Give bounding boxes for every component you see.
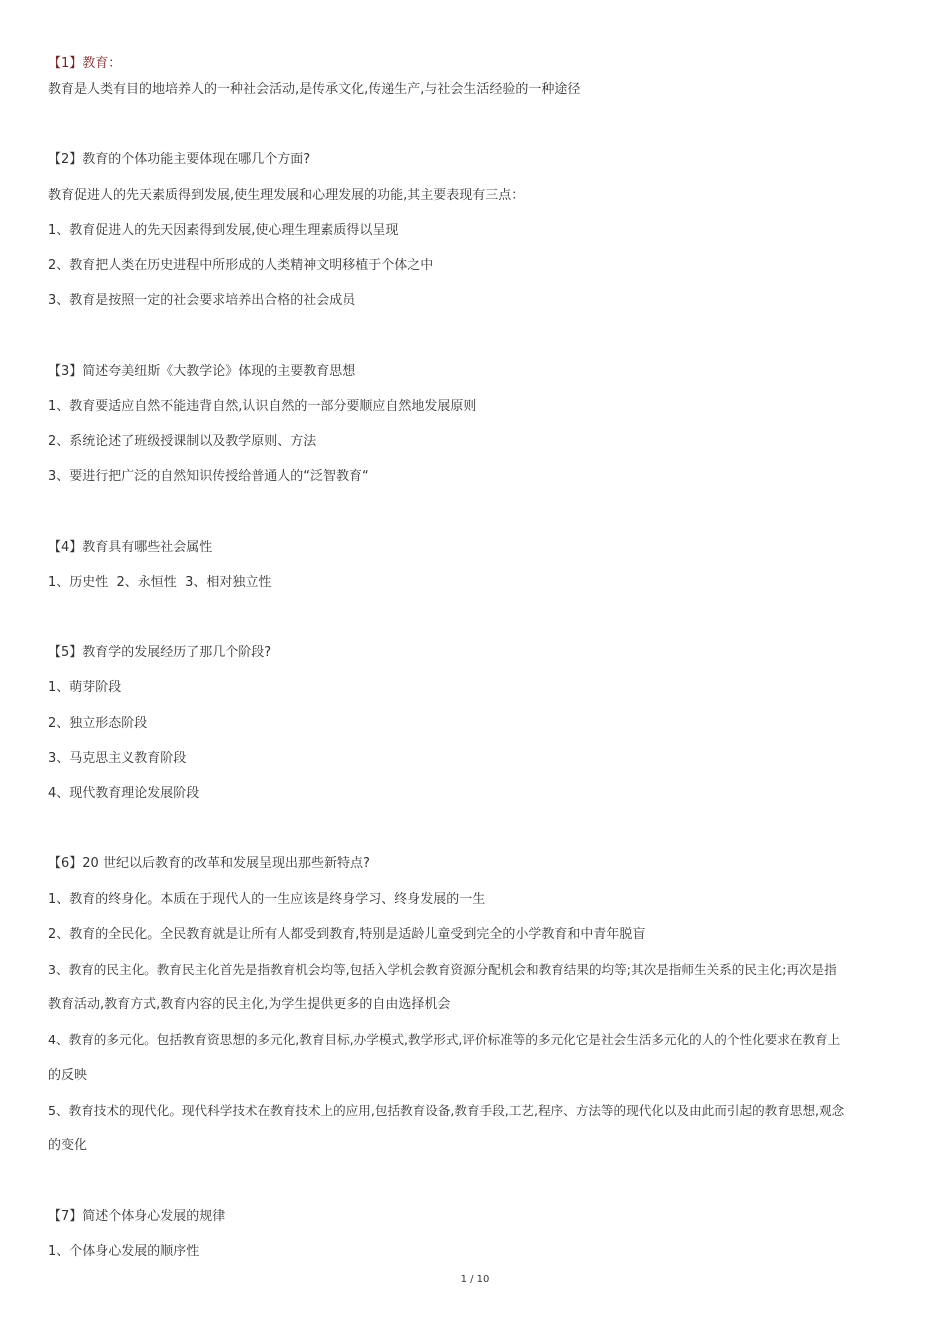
list-item: 2、教育的全民化。全民教育就是让所有人都受到教育,特别是适龄儿童受到完全的小学教育和中青年脱盲 [48,927,646,942]
list-item: 5、教育技术的现代化。现代科学技术在教育技术上的应用,包括教育设备,教育手段,工艺,程序、方法等的现代化以及由此而引起的教育思想,观念 [48,1103,845,1118]
paragraph-line: 教育促进人的先天素质得到发展,使生理发展和心理发展的功能,其主要表现有三点： [48,188,525,203]
list-item: 4、教育的多元化。包括教育资思想的多元化,教育目标,办学模式,教学形式,评价标准等的多元化它是社会生活多元化的人的个性化要求在教育上 [48,1032,841,1047]
page-number: 1 / 10 [460,1274,490,1285]
section-heading: 【4】教育具有哪些社会属性 [48,540,213,555]
list-item: 2、系统论述了班级授课制以及教学原则、方法 [48,434,317,449]
section-heading: 【7】简述个体身心发展的规律 [48,1209,226,1224]
section-heading: 【3】简述夸美纽斯《大教学论》体现的主要教育思想 [48,364,356,379]
list-item: 1、教育促进人的先天因素得到发展,使心理生理素质得以呈现 [48,223,399,238]
list-item: 3、要进行把广泛的自然知识传授给普通人的“泛智教育“ [48,469,369,484]
paragraph-line: 教育是人类有目的地培养人的一种社会活动,是传承文化,传递生产,与社会生活经验的一种途径 [48,82,581,97]
list-item: 2、教育把人类在历史进程中所形成的人类精神文明移植于个体之中 [48,258,434,273]
list-item-continuation: 的变化 [48,1138,88,1153]
list-item: 3、马克思主义教育阶段 [48,751,187,766]
list-item-continuation: 的反映 [48,1068,88,1083]
section-heading: 【1】教育： [48,56,122,71]
list-item: 3、教育的民主化。教育民主化首先是指教育机会均等,包括入学机会教育资源分配机会和教育结果的均等;其次是指师生关系的民主化;再次是指 [48,962,837,977]
list-item: 1、教育的终身化。本质在于现代人的一生应该是终身学习、终身发展的一生 [48,892,486,907]
list-item: 4、现代教育理论发展阶段 [48,786,200,801]
section-heading: 【6】20 世纪以后教育的改革和发展呈现出那些新特点? [48,856,370,871]
list-item: 3、教育是按照一定的社会要求培养出合格的社会成员 [48,293,356,308]
list-item: 1、历史性 2、永恒性 3、相对独立性 [48,575,272,590]
list-item: 1、萌芽阶段 [48,680,122,695]
list-item: 1、教育要适应自然不能违背自然,认识自然的一部分要顺应自然地发展原则 [48,399,477,414]
list-item: 2、独立形态阶段 [48,716,148,731]
section-heading: 【2】教育的个体功能主要体现在哪几个方面? [48,152,311,167]
list-item-continuation: 教育活动,教育方式,教育内容的民主化,为学生提供更多的自由选择机会 [48,997,451,1012]
list-item: 1、个体身心发展的顺序性 [48,1244,200,1259]
section-heading: 【5】教育学的发展经历了那几个阶段? [48,645,272,660]
